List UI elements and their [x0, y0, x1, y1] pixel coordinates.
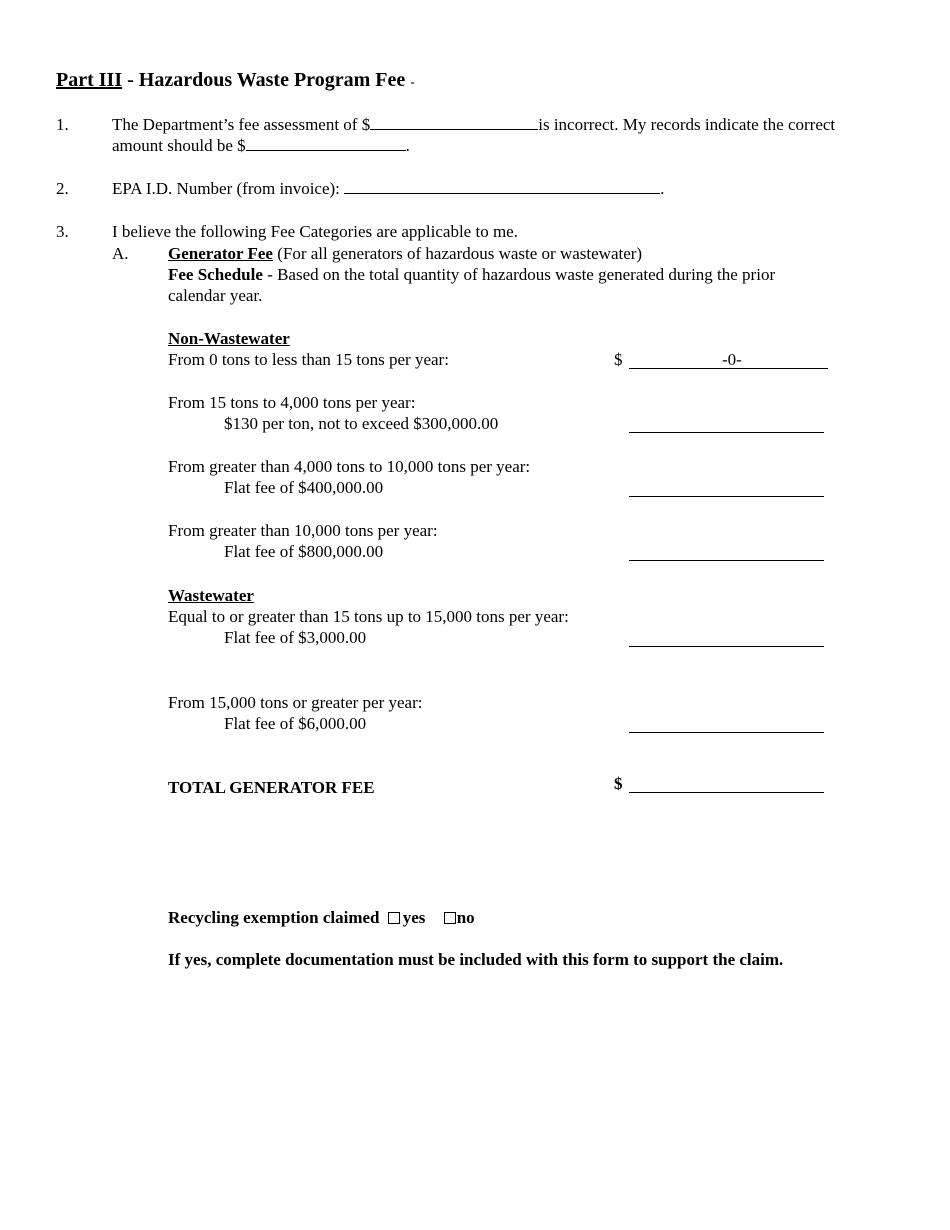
nw-row3-fee-field[interactable] [629, 496, 824, 497]
ww-row2-detail: Flat fee of $6,000.00 [224, 714, 367, 733]
nw-row2-fee-field[interactable] [629, 432, 824, 433]
item-1-text-b: is incorrect. My records indicate the correct [538, 115, 836, 134]
total-generator-fee-field[interactable] [629, 792, 824, 793]
item-2-number: 2. [56, 179, 69, 198]
recycling-no-label: no [456, 908, 475, 927]
total-generator-fee-label: TOTAL GENERATOR FEE [168, 778, 375, 797]
generator-fee-note: (For all generators of hazardous waste or wastewater) [277, 244, 643, 263]
section-a-letter: A. [112, 244, 129, 263]
item-1-line-2 [112, 135, 410, 156]
fee-schedule-line-2: calendar year. [168, 286, 263, 305]
item-2-end: . [660, 179, 665, 198]
nw-row1-label: From 0 tons to less than 15 tons per year: [168, 350, 449, 369]
ww-row2-fee-field[interactable] [629, 732, 824, 733]
nw-row2-detail: $130 per ton, not to exceed $300,000.00 [224, 414, 499, 433]
generator-fee-heading [168, 243, 642, 264]
generator-fee-title: Generator Fee [168, 244, 273, 263]
item-1-end: . [405, 136, 410, 155]
nw-row3-detail: Flat fee of $400,000.00 [224, 478, 384, 497]
department-assessment-field[interactable] [370, 114, 538, 130]
nw-row1-currency: $ [614, 350, 623, 369]
ww-row1-fee-field[interactable] [629, 646, 824, 647]
fee-schedule-label: Fee Schedule [168, 265, 263, 284]
item-2-text: EPA I.D. Number (from invoice): [112, 179, 340, 198]
item-1-number: 1. [56, 115, 69, 134]
nw-row1-value: -0- [722, 350, 742, 369]
title-trailing-dash: - [410, 75, 415, 90]
section-title: - Hazardous Waste Program Fee [127, 69, 406, 91]
item-1-line-1 [112, 114, 835, 135]
recycling-yes-label: yes [402, 908, 426, 927]
ww-row2-label: From 15,000 tons or greater per year: [168, 693, 423, 712]
recycling-exemption-row [168, 907, 475, 928]
correct-amount-field[interactable] [246, 135, 406, 151]
item-2-line [112, 178, 664, 199]
page-title [56, 67, 415, 96]
nw-row4-fee-field[interactable] [629, 560, 824, 561]
nw-row3-label: From greater than 4,000 tons to 10,000 tons per year: [168, 457, 531, 476]
ww-row1-label: Equal to or greater than 15 tons up to 15,000 tons per year: [168, 607, 569, 626]
item-1-text-a: The Department’s fee assessment of $ [112, 115, 371, 134]
recycling-yes-checkbox[interactable] [388, 912, 400, 924]
item-3-text: I believe the following Fee Categories are applicable to me. [112, 222, 518, 241]
recycling-exemption-label: Recycling exemption claimed [168, 908, 380, 927]
item-3-number: 3. [56, 222, 69, 241]
nw-row2-label: From 15 tons to 4,000 tons per year: [168, 393, 416, 412]
recycling-documentation-note: If yes, complete documentation must be included with this form to support the claim. [168, 950, 784, 969]
nw-row4-label: From greater than 10,000 tons per year: [168, 521, 438, 540]
non-wastewater-heading: Non-Wastewater [168, 329, 290, 348]
fee-schedule-line-1 [168, 264, 775, 285]
part-label: Part III [56, 69, 123, 91]
total-currency: $ [614, 774, 623, 793]
wastewater-heading: Wastewater [168, 586, 254, 605]
fee-schedule-text: - Based on the total quantity of hazardous waste generated during the prior [267, 265, 776, 284]
recycling-no-checkbox[interactable] [444, 912, 456, 924]
ww-row1-detail: Flat fee of $3,000.00 [224, 628, 367, 647]
nw-row4-detail: Flat fee of $800,000.00 [224, 542, 384, 561]
item-1-text-c: amount should be $ [112, 136, 246, 155]
epa-id-field[interactable] [344, 178, 660, 194]
